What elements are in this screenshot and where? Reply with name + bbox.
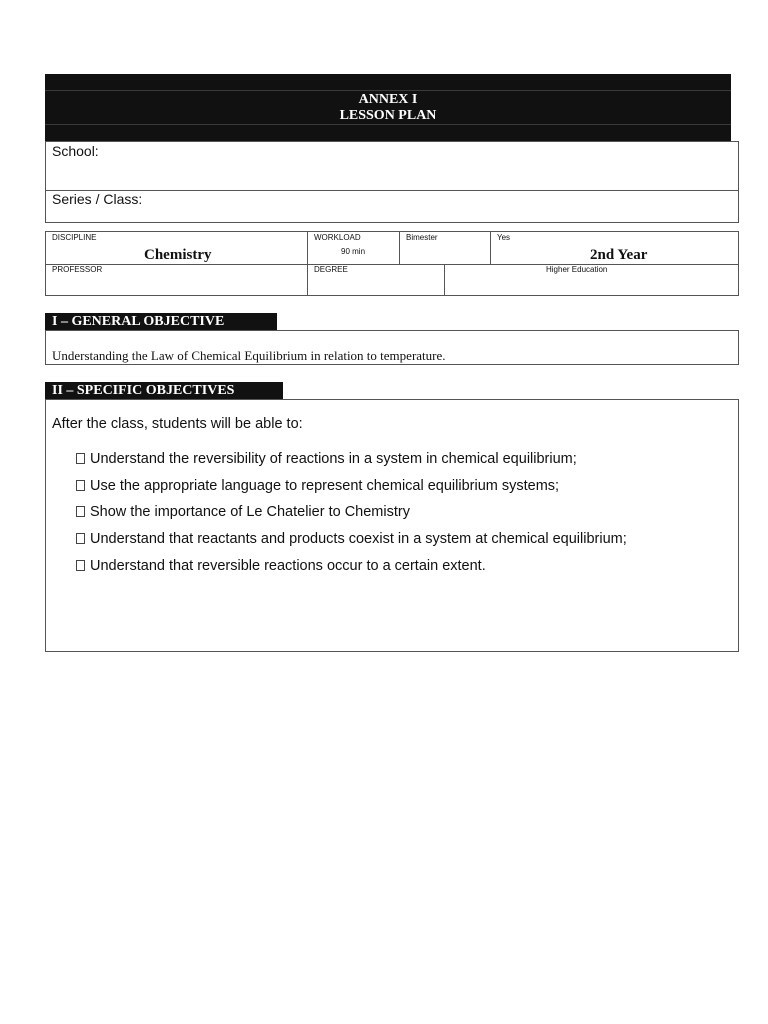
checkbox-bullet-icon	[76, 506, 85, 517]
general-objective-text: Understanding the Law of Chemical Equilibrium in relation to temperature.	[52, 348, 446, 363]
specific-objectives-intro: After the class, students will be able to:	[52, 416, 303, 432]
school-series-box	[45, 141, 739, 223]
lesson-plan-title: LESSON PLAN	[339, 108, 437, 123]
objective-text: Use the appropriate language to represent chemical equilibrium systems;	[90, 478, 560, 494]
workload-label: WORKLOAD	[314, 233, 361, 242]
checkbox-bullet-icon	[76, 453, 85, 464]
checkbox-bullet-icon	[76, 480, 85, 491]
school-label: School:	[52, 143, 99, 159]
specific-objectives-heading: II – SPECIFIC OBJECTIVES	[45, 382, 283, 400]
objective-item	[76, 558, 486, 574]
degree-label: DEGREE	[314, 265, 348, 274]
document-header	[45, 74, 731, 141]
series-class-label: Series / Class:	[52, 191, 143, 207]
discipline-label: DISCIPLINE	[52, 233, 97, 242]
objective-item	[76, 478, 559, 494]
objective-text: Show the importance of Le Chatelier to Chemistry	[90, 504, 410, 520]
objective-item	[76, 504, 410, 520]
bimester-label: Bimester	[406, 233, 438, 242]
annex-title: ANNEX I	[358, 92, 418, 107]
yes-label: Yes	[497, 233, 511, 242]
objective-text: Understand that reversible reactions occur to a certain extent.	[90, 558, 486, 574]
objective-text: Understand that reactants and products coexist in a system at chemical equilibrium;	[90, 531, 627, 547]
general-objective-box	[45, 330, 739, 365]
degree-value: Higher Education	[546, 265, 608, 274]
discipline-value: Chemistry	[144, 247, 212, 263]
info-table	[45, 231, 739, 296]
checkbox-bullet-icon	[76, 533, 85, 544]
workload-value: 90 min	[341, 247, 366, 256]
objective-item	[76, 531, 627, 547]
objective-text: Understand the reversibility of reactions in a system in chemical equilibrium;	[90, 451, 577, 467]
professor-label: PROFESSOR	[52, 265, 103, 274]
objective-item	[76, 451, 577, 467]
general-objective-heading: I – GENERAL OBJECTIVE	[45, 313, 277, 331]
year-value: 2nd Year	[590, 247, 648, 263]
checkbox-bullet-icon	[76, 560, 85, 571]
specific-objectives-box	[45, 399, 739, 652]
